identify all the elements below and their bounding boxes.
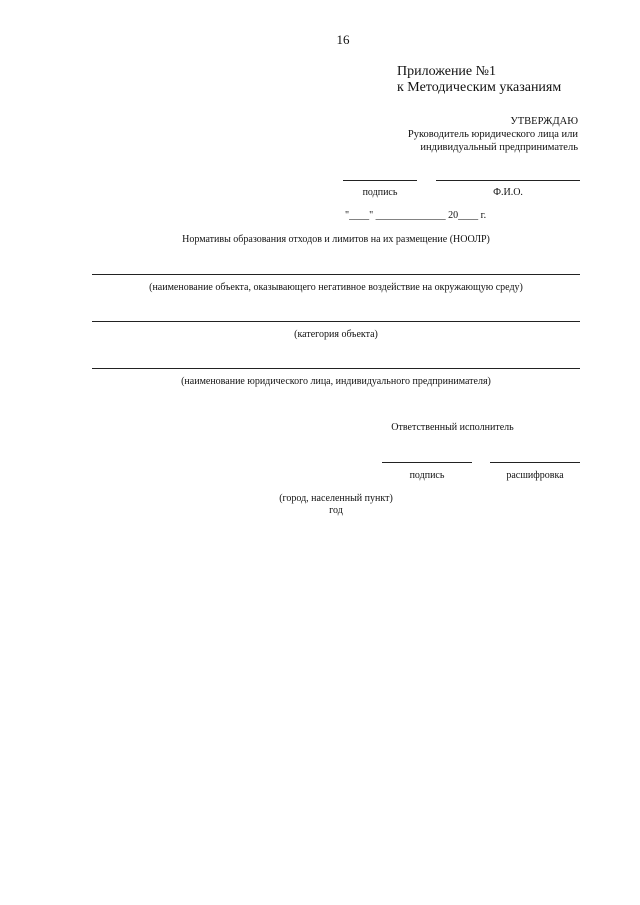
approval-name-caption: Ф.И.О. (493, 187, 523, 198)
executor-signature-caption: подпись (409, 470, 445, 481)
entity-name-caption: (наименование юридического лица, индивидуального предпринимателя) (181, 376, 491, 387)
approval-signature-line (343, 180, 417, 181)
object-category-caption: (категория объекта) (294, 329, 378, 340)
executor-decoding-caption: расшифровка (506, 470, 564, 481)
appendix-line2: к Методическим указаниям (397, 80, 562, 95)
document-title: Нормативы образования отходов и лимитов на их размещение (НООЛР) (182, 234, 490, 245)
approval-title: УТВЕРЖДАЮ (510, 116, 578, 127)
approval-signature-caption: подпись (362, 187, 398, 198)
year-caption: год (329, 505, 343, 516)
approval-name-line (436, 180, 580, 181)
entity-name-line (92, 368, 580, 369)
executor-decoding-line (490, 462, 580, 463)
place-caption: (город, населенный пункт) (279, 493, 393, 504)
approval-role-line2: индивидуальный предприниматель (420, 142, 578, 153)
appendix-line1: Приложение №1 (397, 64, 496, 79)
object-name-caption: (наименование объекта, оказывающего негативное воздействие на окружающую среду) (149, 282, 523, 293)
approval-block (408, 115, 578, 154)
page-number: 16 (336, 32, 350, 47)
appendix-block (397, 64, 561, 96)
approval-role-line1: Руководитель юридического лица или (407, 129, 578, 140)
object-name-line (92, 274, 580, 275)
object-category-line (92, 321, 580, 322)
executor-signature-line (382, 462, 472, 463)
executor-title: Ответственный исполнитель (391, 422, 514, 433)
approval-date-line: "____" ______________ 20____ г. (345, 210, 487, 221)
